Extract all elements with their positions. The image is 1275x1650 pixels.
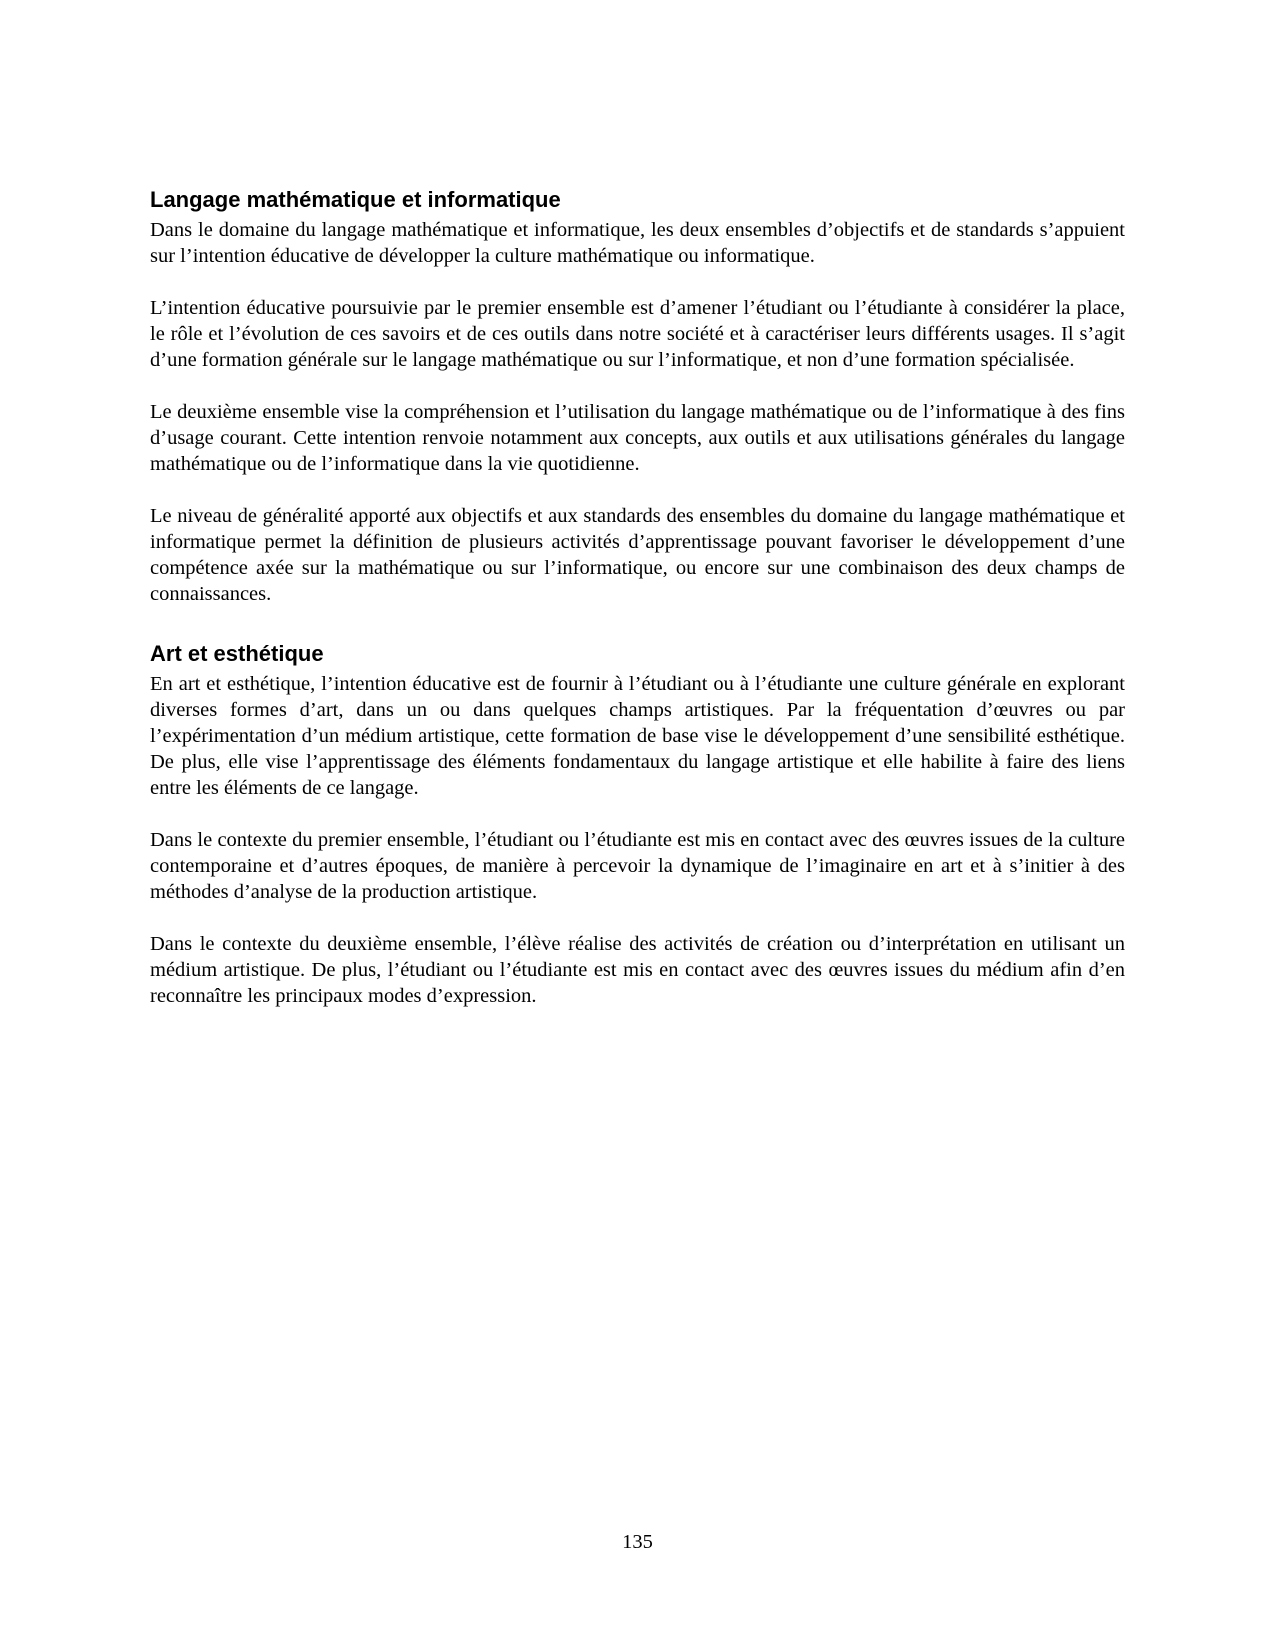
paragraph: Le deuxième ensemble vise la compréhension et l’utilisation du langage mathématique ou de l’informatique à des fins d’usage courant. Cette intention renvoie notamment aux concepts, aux outils et aux utilisations générales du langage mathématique ou de l’informatique dans la vie quotidienne. bbox=[150, 401, 1125, 475]
paragraph: Le niveau de généralité apporté aux objectifs et aux standards des ensembles du domaine du langage mathématique et informatique permet la définition de plusieurs activités d’apprentissage pouvant favoriser le développement d’une compétence axée sur la mathématique ou sur l’informatique, ou encore sur une combinaison des deux champs de connaissances. bbox=[150, 505, 1125, 605]
page-content bbox=[150, 186, 1125, 1009]
paragraph: En art et esthétique, l’intention éducative est de fournir à l’étudiant ou à l’étudiante une culture générale en explorant diverses formes d’art, dans un ou dans quelques champs artistiques. Par la fréquentation d’œuvres ou par l’expérimentation d’un médium artistique, cette formation de base vise le développement d’une sensibilité esthétique. De plus, elle vise l’apprentissage des éléments fondamentaux du langage artistique et elle habilite à faire des liens entre les éléments de ce langage. bbox=[150, 673, 1125, 799]
paragraph: Dans le domaine du langage mathématique et informatique, les deux ensembles d’objectifs et de standards s’appuient sur l’intention éducative de développer la culture mathématique ou informatique. bbox=[150, 219, 1125, 267]
section-heading-art-esthetique: Art et esthétique bbox=[150, 641, 324, 666]
paragraph: Dans le contexte du deuxième ensemble, l’élève réalise des activités de création ou d’interprétation en utilisant un médium artistique. De plus, l’étudiant ou l’étudiante est mis en contact avec des œuvres issues du médium afin d’en reconnaître les principaux modes d’expression. bbox=[150, 933, 1125, 1007]
page-number: 135 bbox=[622, 1531, 653, 1553]
paragraph: L’intention éducative poursuivie par le premier ensemble est d’amener l’étudiant ou l’étudiante à considérer la place, le rôle et l’évolution de ces savoirs et de ces outils dans notre société et à caractériser leurs différents usages. Il s’agit d’une formation générale sur le langage mathématique ou sur l’informatique, et non d’une formation spécialisée. bbox=[150, 297, 1125, 371]
section-heading-math-informatique: Langage mathématique et informatique bbox=[150, 187, 561, 212]
paragraph: Dans le contexte du premier ensemble, l’étudiant ou l’étudiante est mis en contact avec des œuvres issues de la culture contemporaine et d’autres époques, de manière à percevoir la dynamique de l’imaginaire en art et à s’initier à des méthodes d’analyse de la production artistique. bbox=[150, 829, 1125, 903]
